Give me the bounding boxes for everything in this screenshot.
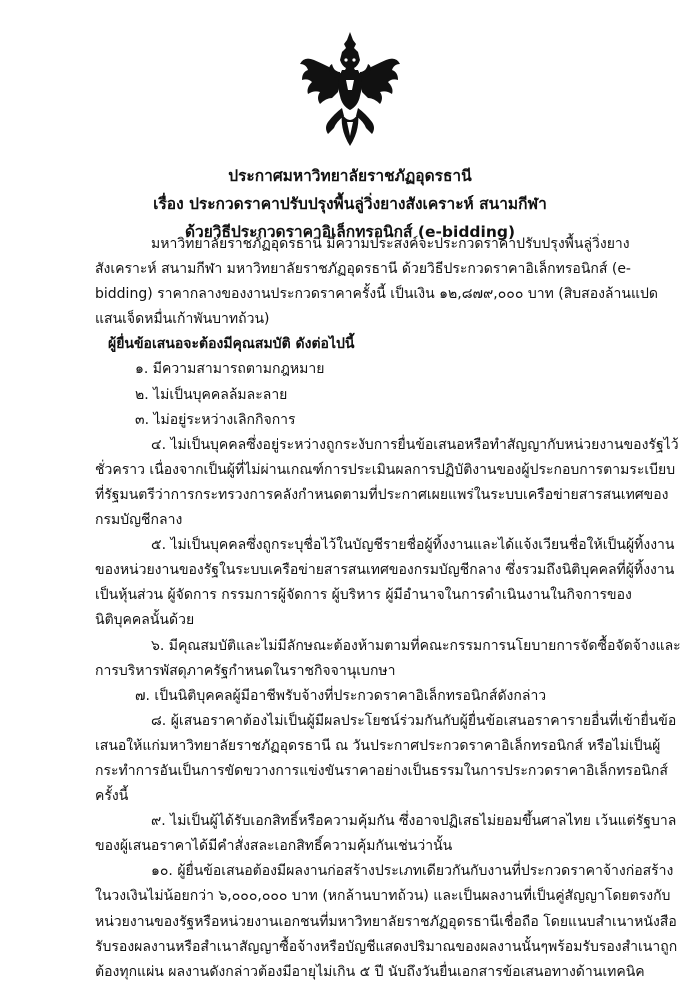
qualification-item-4: ๔. ไม่เป็นบุคคลซึ่งอยู่ระหว่างถูกระงับการยื่นข้อเสนอหรือทำสัญญากับหน่วยงานของรัฐไว้ชั่วคราว เนื่องจากเป็นผู้ที่ไม่ผ่านเกณฑ์การประเมินผลการปฏิบัติงานของผู้ประกอบการตามระเบียบที่รัฐมนตรีว่าการกระทรวงการคลังกำหนดตามที่ประกาศเผยแพร่ในระบบเครือข่ายสารสนเทศของกรมบัญชีกลาง [95,436,679,529]
intro-paragraph: มหาวิทยาลัยราชภัฏอุดรธานี มีความประสงค์จะประกวดราคาปรับปรุงพื้นลู่วิ่งยางสังเคราะห์ สนามกีฬา มหาวิทยาลัยราชภัฏอุดรธานี ด้วยวิธีประกวดราคาอิเล็กทรอนิกส์ (e-bidding) ราคากลางของงานประกวดราคาครั้งนี้ เป็นเงิน ๑๒,๘๗๙,๐๐๐ บาท (สิบสองล้านแปดแสนเจ็ดหมื่นเก้าพันบาทถ้วน) [95,236,658,328]
qualification-item-5: ๕. ไม่เป็นบุคคลซึ่งถูกระบุชื่อไว้ในบัญชีรายชื่อผู้ทิ้งงานและได้แจ้งเวียนชื่อให้เป็นผู้ทิ้งงานของหน่วยงานของรัฐในระบบเครือข่ายสารสนเทศของกรมบัญชีกลาง ซึ่งรวมถึงนิติบุคคลที่ผู้ทิ้งงานเป็นหุ้นส่วน ผู้จัดการ กรรมการผู้จัดการ ผู้บริหาร ผู้มีอำนาจในการดำเนินงานในกิจการของนิติบุคคลนั้นด้วย [95,537,675,629]
title-line-1: ประกาศมหาวิทยาลัยราชภัฏอุดรธานี [228,167,472,185]
garuda-emblem [298,30,402,148]
qualification-item-9: ๙. ไม่เป็นผู้ได้รับเอกสิทธิ์หรือความคุ้มกัน ซึ่งอาจปฏิเสธไม่ยอมขึ้นศาลไทย เว้นแต่รัฐบาลของผู้เสนอราคาได้มีคำสั่งสละเอกสิทธิ์ความคุ้มกันเช่นว่านั้น [95,813,677,855]
qualification-item-7: ๗. เป็นนิติบุคคลผู้มีอาชีพรับจ้างที่ประกวดราคาอิเล็กทรอนิกส์ดังกล่าว [135,687,547,704]
qualifications-heading: ผู้ยื่นข้อเสนอจะต้องมีคุณสมบัติ ดังต่อไปนี้ [108,336,355,353]
qualification-item-3: ๓. ไม่อยู่ระหว่างเลิกกิจการ [135,411,296,428]
title-line-2: เรื่อง ประกวดราคาปรับปรุงพื้นลู่วิ่งยางสังเคราะห์ สนามกีฬา [153,195,547,213]
qualification-item-1: ๑. มีความสามารถตามกฎหมาย [135,361,325,378]
qualification-item-10: ๑๐. ผู้ยื่นข้อเสนอต้องมีผลงานก่อสร้างประเภทเดียวกันกับงานที่ประกวดราคาจ้างก่อสร้างในวงเงินไม่น้อยกว่า ๖,๐๐๐,๐๐๐ บาท (หกล้านบาทถ้วน) และเป็นผลงานที่เป็นคู่สัญญาโดยตรงกับหน่วยงานของรัฐหรือหน่วยงานเอกชนที่มหาวิทยาลัยราชภัฏอุดรธานีเชื่อถือ โดยแนบสำเนาหนังสือรับรองผลงานหรือสำเนาสัญญาซื้อจ้างหรือบัญชีแสดงปริมาณของผลงานนั้นๆพร้อมรับรองสำเนาถูกต้องทุกแผ่น ผลงานดังกล่าวต้องมีอายุไม่เกิน ๕ ปี นับถึงวันยื่นเอกสารข้อเสนอทางด้านเทคนิค [95,863,678,980]
qualification-item-8: ๘. ผู้เสนอราคาต้องไม่เป็นผู้มีผลประโยชน์ร่วมกันกับผู้ยื่นข้อเสนอราคารายอื่นที่เข้ายื่นข้อเสนอให้แก่มหาวิทยาลัยราชภัฏอุดรธานี ณ วันประกาศประกวดราคาอิเล็กทรอนิกส์ หรือไม่เป็นผู้กระทำการอันเป็นการขัดขวางการแข่งขันราคาอย่างเป็นธรรมในการประกวดราคาอิเล็กทรอนิกส์ครั้งนี้ [95,712,677,805]
announcement-body [95,232,681,985]
qualification-item-2: ๒. ไม่เป็นบุคคลล้มละลาย [135,386,288,403]
title-line-3: ด้วยวิธีประกวดราคาอิเล็กทรอนิกส์ (e-bidding) [184,223,516,241]
qualification-item-6: ๖. มีคุณสมบัติและไม่มีลักษณะต้องห้ามตามที่คณะกรรมการนโยบายการจัดซื้อจัดจ้างและการบริหารพัสดุภาครัฐกำหนดในราชกิจจานุเบกษา [95,637,681,679]
